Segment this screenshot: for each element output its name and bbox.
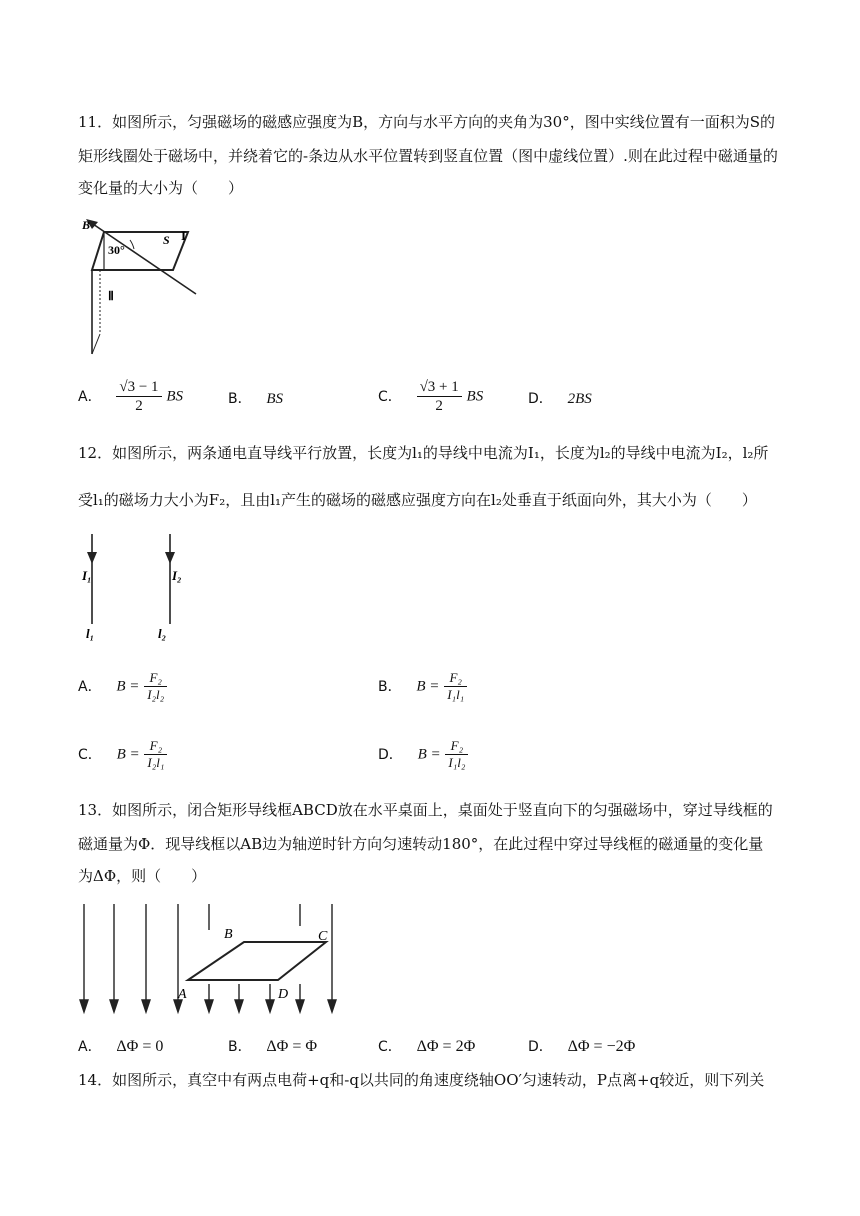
q12-option-d[interactable] — [378, 738, 468, 771]
q11-option-a-letter: A． — [78, 388, 102, 405]
q12-option-d-lhs: B = — [417, 746, 441, 763]
q12-option-c-numerator: F₂ — [144, 738, 167, 755]
q11-option-a-tail: BS — [166, 388, 184, 405]
q12-option-a-denominator: I₂l₂ — [147, 687, 165, 702]
q11-coil-solid — [92, 232, 188, 270]
q11-option-b-letter: B． — [228, 391, 252, 407]
q12-option-a-letter: A． — [78, 678, 102, 695]
q11-option-d-letter: D． — [528, 391, 553, 407]
q11-option-c-tail: BS — [466, 388, 484, 405]
q13-option-d-letter: D． — [528, 1039, 553, 1055]
q11-label-angle: 30° — [108, 243, 125, 257]
q11-option-c[interactable] — [378, 378, 483, 415]
q12-wire-1-arrow — [87, 552, 97, 564]
q11-label-b: B — [82, 218, 91, 232]
q13-option-b-letter: B． — [228, 1039, 252, 1055]
q11-option-b-value: BS — [266, 391, 284, 407]
q11-text-line-1: 11．如图所示，匀强磁场的磁感应强度为B，方向与水平方向的夹角为30°，图中实线位置有一面积为S的 — [78, 113, 775, 131]
q13-label-b: B — [224, 927, 233, 942]
q13-option-a-value: ΔΦ = 0 — [116, 1038, 164, 1055]
q11-option-a[interactable] — [78, 378, 183, 415]
q11-option-a-denominator: 2 — [135, 398, 143, 414]
q12-label-l2: l₂ — [158, 626, 167, 641]
q12-label-i1: I₁ — [82, 568, 92, 583]
q12-option-b-denominator: I₁l₁ — [447, 687, 465, 702]
q12-option-a[interactable] — [78, 670, 167, 703]
q12-option-b-letter: B． — [378, 678, 402, 695]
q12-option-c-denominator: I₂l₁ — [147, 755, 165, 770]
q13-text-line-3: 为ΔΦ，则（ ） — [78, 867, 207, 885]
q14-text-line-1: 14．如图所示，真空中有两点电荷+q和-q以共同的角速度绕轴OO′匀速转动，P点离+q较近，则下列关 — [78, 1071, 765, 1089]
q13-option-a-letter: A． — [78, 1039, 102, 1055]
q13-option-c-value: ΔΦ = 2Φ — [416, 1038, 476, 1055]
q11-option-c-denominator: 2 — [435, 398, 443, 414]
q11-coil-dashed-bottom — [92, 334, 100, 354]
q13-figure-loop-in-field — [74, 900, 354, 1020]
q11-label-ii: Ⅱ — [108, 289, 114, 303]
q12-wire-2-arrow — [165, 552, 175, 564]
q12-option-a-lhs: B = — [116, 678, 140, 695]
q11-text-line-2: 矩形线圈处于磁场中，并绕着它的-条边从水平位置转到竖直位置（图中虚线位置）.则在此过程中磁通量的 — [78, 147, 778, 165]
q13-label-c: C — [318, 929, 328, 944]
q12-option-d-denominator: I₁l₂ — [448, 755, 466, 770]
q11-option-d[interactable] — [528, 388, 592, 409]
q13-option-b[interactable] — [228, 1036, 317, 1057]
q13-label-d: D — [278, 987, 289, 1002]
q11-figure-coil-rotation — [78, 212, 218, 362]
q12-option-b-fraction — [444, 670, 467, 703]
q13-text-line-1: 13．如图所示，闭合矩形导线框ABCD放在水平桌面上，桌面处于竖直向下的匀强磁场中，穿过导线框的 — [78, 801, 773, 819]
q12-option-d-numerator: F₂ — [445, 738, 468, 755]
q13-text-line-2: 磁通量为Φ．现导线框以AB边为轴逆时针方向匀速转动180°，在此过程中穿过导线框的磁通量的变化量 — [78, 835, 764, 853]
q12-option-a-fraction — [144, 670, 167, 703]
q12-option-d-fraction — [445, 738, 468, 771]
q13-option-c[interactable] — [378, 1036, 475, 1057]
q11-text-line-3: 变化量的大小为（ ） — [78, 179, 244, 197]
q12-option-a-numerator: F₂ — [144, 670, 167, 687]
q12-option-b[interactable] — [378, 670, 467, 703]
q12-option-b-numerator: F₂ — [444, 670, 467, 687]
q12-option-c-fraction — [144, 738, 167, 771]
q12-option-d-letter: D． — [378, 746, 403, 763]
q12-text-line-1: 12．如图所示，两条通电直导线平行放置，长度为l₁的导线中电流为I₁，长度为l₂的导线中电流为I₂，l₂所 — [78, 444, 769, 462]
q12-option-c[interactable] — [78, 738, 167, 771]
q12-option-c-lhs: B = — [116, 746, 140, 763]
q12-figure-parallel-wires — [78, 530, 198, 645]
q12-option-b-lhs: B = — [416, 678, 440, 695]
q11-option-c-fraction — [417, 378, 462, 415]
q13-option-d[interactable] — [528, 1036, 635, 1057]
q11-option-c-letter: C． — [378, 388, 402, 405]
q11-option-b[interactable] — [228, 388, 283, 409]
q11-option-c-numerator: √3 + 1 — [417, 378, 462, 397]
q12-text-line-2: 受l₁的磁场力大小为F₂，且由l₁产生的磁场的磁感应强度方向在l₂处垂直于纸面向外，其大小为（ ） — [78, 491, 757, 509]
q11-label-i: I — [181, 228, 187, 243]
q13-option-d-value: ΔΦ = −2Φ — [567, 1038, 636, 1055]
q13-option-c-letter: C． — [378, 1039, 402, 1055]
q11-option-a-numerator: √3 − 1 — [116, 378, 161, 397]
q13-option-b-value: ΔΦ = Φ — [266, 1038, 318, 1055]
q11-option-d-value: 2BS — [567, 391, 592, 407]
q12-option-c-letter: C． — [78, 746, 102, 763]
q11-label-s: S — [163, 233, 170, 247]
q12-label-l1: l₁ — [86, 626, 95, 641]
q13-loop-abcd — [188, 942, 326, 980]
q11-angle-arc — [130, 240, 134, 249]
q12-label-i2: I₂ — [172, 568, 182, 583]
q13-option-a[interactable] — [78, 1036, 163, 1057]
q11-option-a-fraction — [116, 378, 161, 415]
q13-label-a: A — [178, 987, 187, 1002]
q13-field-lines — [80, 904, 336, 1012]
